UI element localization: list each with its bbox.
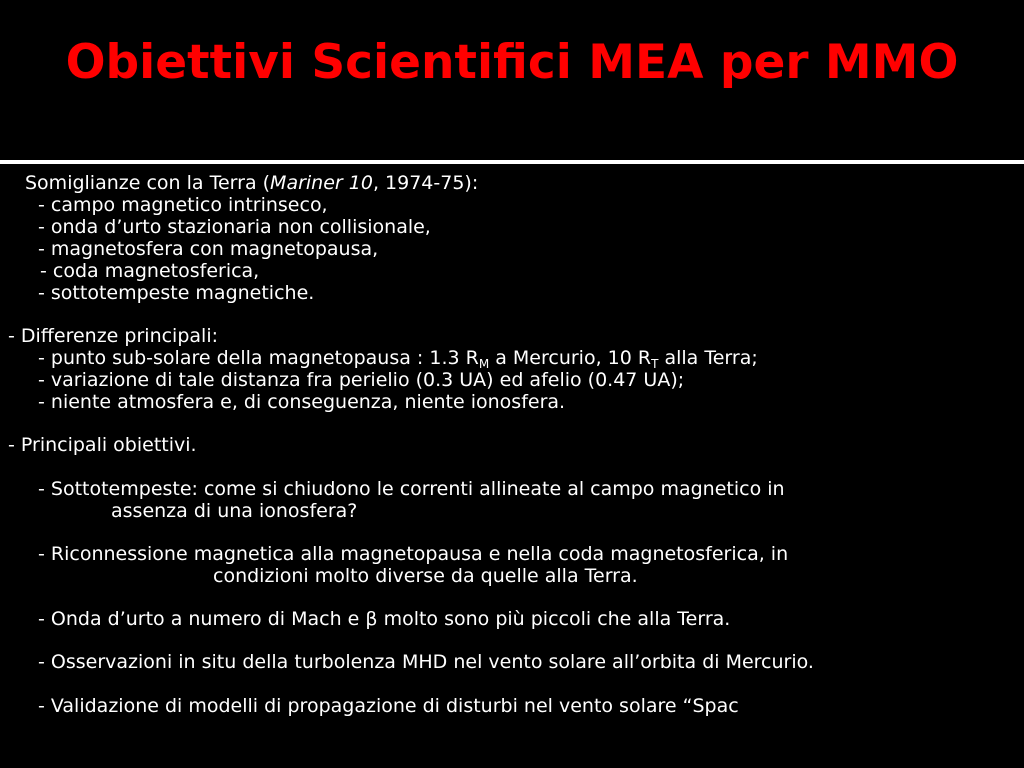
difference-item-text: alla Terra;	[658, 347, 758, 369]
similarity-item: - onda d’urto stazionaria non collisionale,	[38, 216, 431, 238]
objective-item: - Onda d’urto a numero di Mach e β molto sono più piccoli che alla Terra.	[38, 608, 731, 630]
similarity-item: - magnetosfera con magnetopausa,	[38, 238, 379, 260]
difference-item: - variazione di tale distanza fra perielio (0.3 UA) ed afelio (0.47 UA);	[38, 369, 685, 391]
objective-item: - Sottotempeste: come si chiudono le correnti allineate al campo magnetico in	[38, 478, 785, 500]
differences-heading: - Differenze principali:	[8, 325, 218, 347]
similarity-item: - coda magnetosferica,	[40, 260, 260, 282]
objective-item-continuation: assenza di una ionosfera?	[111, 500, 358, 522]
slide-title: Obiettivi Scientifici MEA per MMO	[65, 35, 959, 90]
difference-item	[38, 347, 758, 369]
similarities-intro-before: Somiglianze con la Terra (	[25, 172, 271, 194]
subscript-earth: T	[651, 357, 659, 371]
difference-item-text: a Mercurio, 10 R	[489, 347, 652, 369]
objectives-heading: - Principali obiettivi.	[8, 434, 197, 456]
objective-item: - Validazione di modelli di propagazione di disturbi nel vento solare “Spac	[38, 695, 739, 717]
similarities-intro	[25, 172, 478, 194]
similarities-intro-after: , 1974-75):	[372, 172, 479, 194]
objective-item: - Osservazioni in situ della turbolenza MHD nel vento solare all’orbita di Mercurio.	[38, 651, 814, 673]
similarity-item: - campo magnetico intrinseco,	[38, 194, 328, 216]
similarities-intro-italic: Mariner 10	[270, 172, 373, 194]
subscript-mercury: M	[478, 357, 490, 371]
difference-item-text: - punto sub-solare della magnetopausa : 1.3 R	[38, 347, 479, 369]
objective-item: - Riconnessione magnetica alla magnetopausa e nella coda magnetosferica, in	[38, 543, 789, 565]
difference-item: - niente atmosfera e, di conseguenza, niente ionosfera.	[38, 391, 566, 413]
similarity-item: - sottotempeste magnetiche.	[38, 282, 315, 304]
objective-item-continuation: condizioni molto diverse da quelle alla Terra.	[213, 565, 638, 587]
